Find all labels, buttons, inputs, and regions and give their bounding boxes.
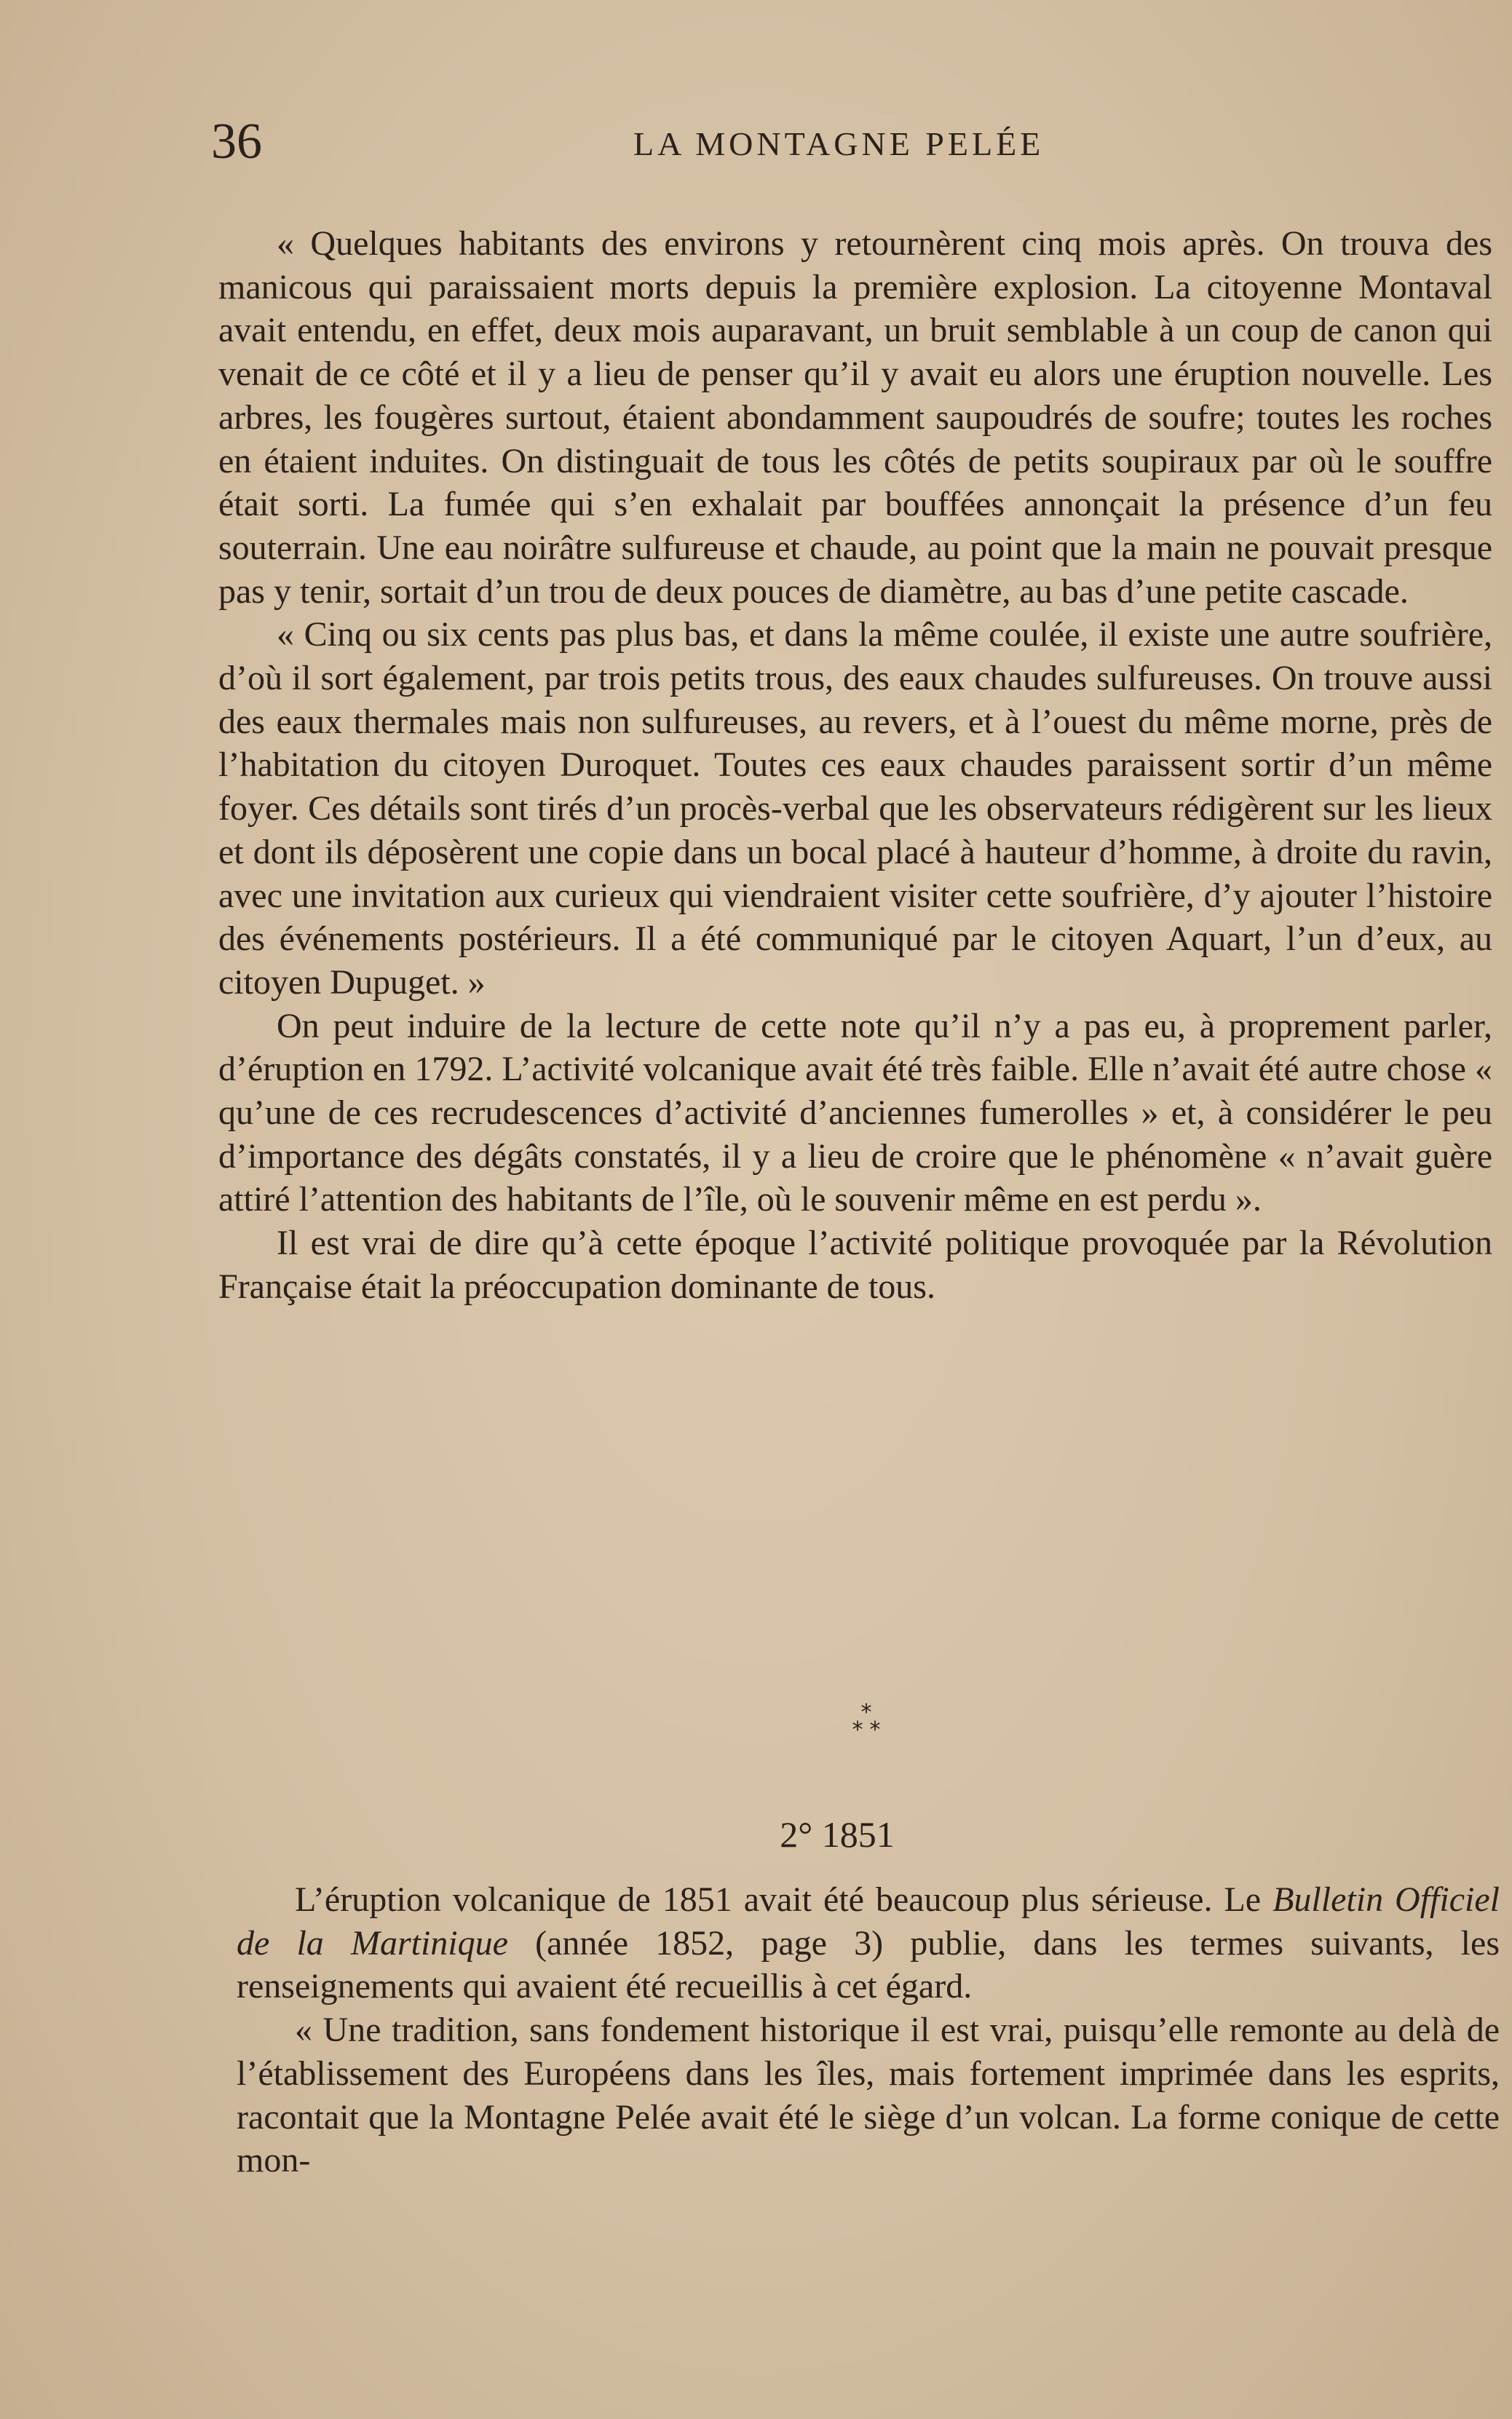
section-heading: 2° 1851 bbox=[780, 1814, 895, 1855]
paragraph-4: Il est vrai de dire qu’à cette époque l’activité politique provoquée par la Révolution Française était la préoccupation dominante de tous. bbox=[218, 1224, 1492, 1306]
svg-text:*: * bbox=[860, 1702, 872, 1725]
asterism-ornament bbox=[844, 1702, 888, 1746]
svg-text:*: * bbox=[852, 1717, 863, 1743]
paragraph-5 bbox=[237, 1878, 1500, 2008]
paragraph-5-end: (année 1852, page 3) publie, dans les termes suivants, les renseignements qui avaient été recueillis à cet égard. bbox=[237, 1923, 1500, 2006]
paragraph-3: On peut induire de la lecture de cette note qu’il n’y a pas eu, à proprement parler, d’éruption en 1792. L’activité volcanique avait été très faible. Elle n’avait été autre chose « qu’une de ces recrudescences d’activité d’anciennes fumerolles » et, à considérer le peu d’importance des dégâts constatés, il y a lieu de croire que le phénomène « n’avait guère attiré l’attention des habitants de l’île, où le souvenir même en est perdu ». bbox=[218, 1006, 1492, 1219]
section-2-text bbox=[237, 1878, 1500, 2182]
paragraph-1: « Quelques habitants des environs y retournèrent cinq mois après. On trouva des manicous qui paraissaient morts depuis la première explosion. La citoyenne Montaval avait entendu, en effet, deux mois auparavant, un bruit semblable à un coup de canon qui venait de ce côté et il y a lieu de penser qu’il y avait eu alors une éruption nouvelle. Les arbres, les fougères surtout, étaient abondamment saupoudrés de soufre; toutes les roches en étaient induites. On distinguait de tous les côtés de petits soupiraux par où le souffre était sorti. La fumée qui s’en exhalait par bouffées annonçait la présence d’un feu souterrain. Une eau noirâtre sulfureuse et chaude, au point que la main ne pouvait presque pas y tenir, sortait d’un trou de deux pouces de diamètre, au bas d’une petite cascade. bbox=[218, 224, 1492, 611]
paragraph-6: « Une tradition, sans fondement historique il est vrai, puisqu’elle remonte au delà de l’établissement des Européens dans les îles, mais fortement imprimée dans les esprits, racontait que la Montagne Pelée avait été le siège d’un volcan. La forme conique de cette mon- bbox=[237, 2011, 1500, 2180]
paragraph-2: « Cinq ou six cents pas plus bas, et dans la même coulée, il existe une autre soufrière, d’où il sort également, par trois petits trous, des eaux chaudes sulfureuses. On trouve aussi des eaux thermales mais non sulfureuses, au revers, et à l’ouest du même morne, près de l’habitation du citoyen Duroquet. Toutes ces eaux chaudes paraissent sortir d’un même foyer. Ces détails sont tirés d’un procès-verbal que les observateurs rédigèrent sur les lieux et dont ils déposèrent une copie dans un bocal placé à hauteur d’homme, à droite du ravin, avec une invitation aux curieux qui viendraient visiter cette soufrière, d’y ajouter l’histoire des événements postérieurs. Il a été communiqué par le citoyen Aquart, l’un d’eux, au citoyen Dupuget. » bbox=[218, 615, 1492, 1002]
paragraph-5-start: L’éruption volcanique de 1851 avait été beaucoup plus sérieuse. Le bbox=[295, 1880, 1273, 1919]
page-header bbox=[211, 109, 1478, 175]
svg-text:*: * bbox=[869, 1717, 881, 1743]
page-number: 36 bbox=[211, 114, 262, 170]
running-title: LA MONTAGNE PELÉE bbox=[633, 125, 1045, 162]
bulletin-title: Bulletin Officiel de la Martinique bbox=[237, 1880, 1500, 1963]
section-1-text bbox=[218, 222, 1492, 1309]
